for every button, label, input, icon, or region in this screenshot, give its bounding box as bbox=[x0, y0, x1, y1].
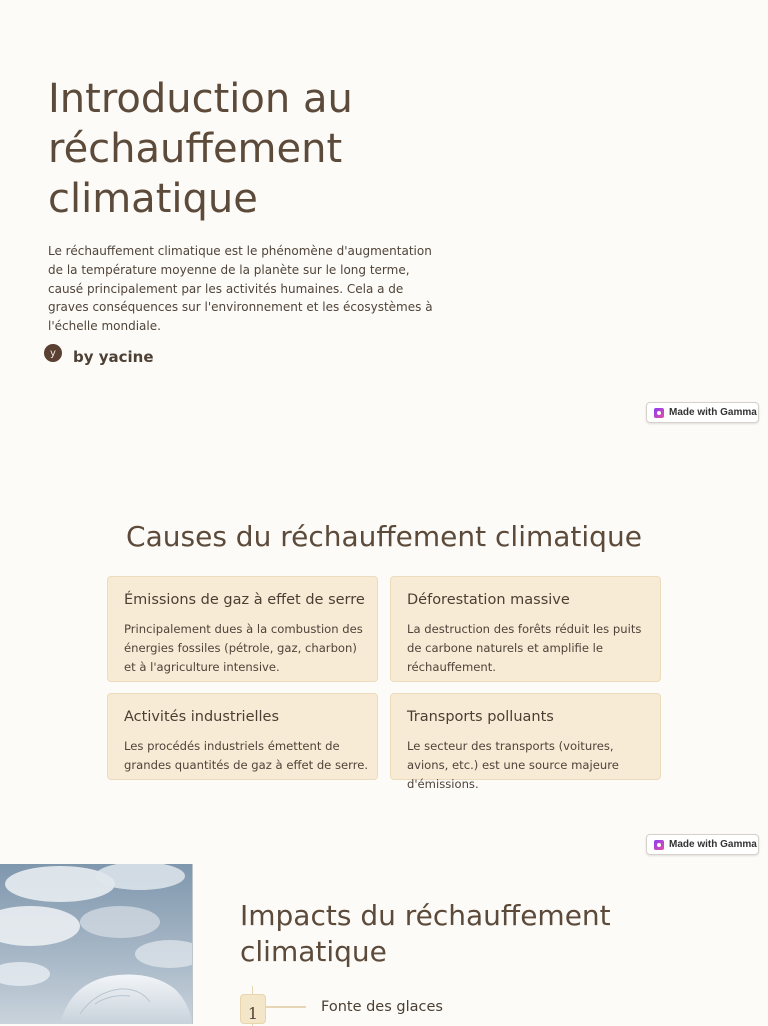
gamma-logo-icon bbox=[654, 840, 664, 850]
cause-card bbox=[107, 693, 378, 780]
badge-label: Made with Gamma bbox=[669, 407, 757, 418]
melting-ice-image bbox=[0, 864, 193, 1024]
cause-card bbox=[390, 576, 661, 682]
card-text: Principalement dues à la combustion des énergies fossiles (pétrole, gaz, charbon) et à l'agriculture intensive. bbox=[124, 622, 363, 674]
section-title: Impacts du réchauffement climatique bbox=[240, 899, 611, 968]
section-title: Causes du réchauffement climatique bbox=[126, 520, 642, 553]
card-title: Émissions de gaz à effet de serre bbox=[124, 592, 365, 608]
step-connector bbox=[266, 1006, 306, 1008]
page-title: Introduction au réchauffement climatique bbox=[48, 76, 353, 222]
step-label: Fonte des glaces bbox=[321, 999, 443, 1015]
author-name: by yacine bbox=[73, 348, 154, 366]
gamma-logo-icon bbox=[654, 408, 664, 418]
card-text: La destruction des forêts réduit les puits de carbone naturels et amplifie le réchauffement. bbox=[407, 622, 642, 674]
made-with-gamma-badge[interactable] bbox=[646, 834, 759, 855]
card-text: Les procédés industriels émettent de grandes quantités de gaz à effet de serre. bbox=[124, 739, 369, 772]
badge-label: Made with Gamma bbox=[669, 839, 757, 850]
cause-card bbox=[390, 693, 661, 791]
card-title: Activités industrielles bbox=[124, 709, 280, 725]
step-number-badge: 1 bbox=[240, 994, 266, 1024]
intro-description: Le réchauffement climatique est le phénomène d'augmentation de la température moyenne de la planète sur le long terme, causé principalement par les activités humaines. Cela a de graves conséquences sur l'environnement et les écosystèmes à l'échelle mondiale. bbox=[48, 244, 433, 334]
card-text: Le secteur des transports (voitures, avions, etc.) est une source majeure d'émissions. bbox=[407, 739, 619, 791]
avatar: y bbox=[44, 344, 62, 362]
made-with-gamma-badge[interactable] bbox=[646, 402, 759, 423]
cause-card bbox=[107, 576, 378, 682]
card-title: Déforestation massive bbox=[407, 592, 570, 608]
card-title: Transports polluants bbox=[407, 709, 554, 725]
